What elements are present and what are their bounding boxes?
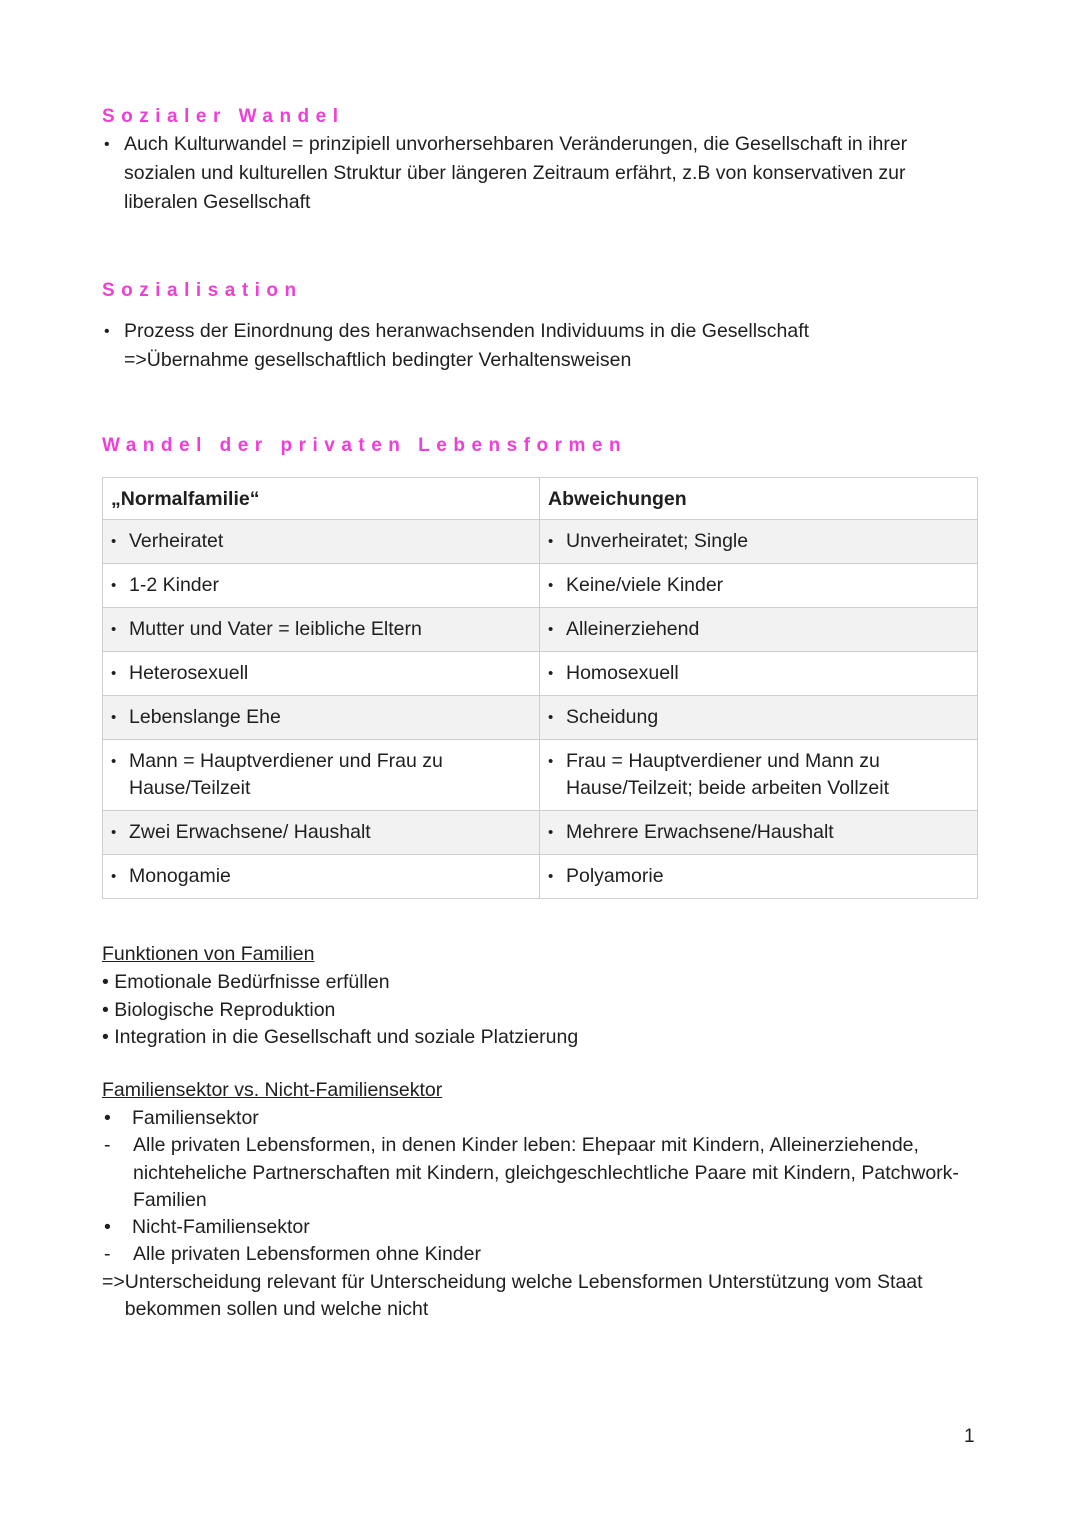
table-cell-text: Mutter und Vater = leibliche Eltern (129, 618, 422, 640)
bullet-icon: • (104, 323, 110, 340)
list-item (104, 317, 984, 375)
table-cell-abweichung (540, 652, 978, 696)
familiensektor-item-1: Familiensektor (132, 1107, 259, 1129)
bullet-icon: • (548, 868, 554, 885)
table-row (103, 652, 978, 696)
bullet-icon: • (548, 709, 554, 726)
bullet-icon: • (111, 709, 117, 726)
familiensektor-item-2: Nicht-Familiensektor (132, 1216, 310, 1239)
list-item: • Integration in die Gesellschaft und soziale Platzierung (102, 1026, 579, 1048)
lebensformen-table (102, 477, 978, 899)
table-row (103, 564, 978, 608)
table-cell-text: Heterosexuell (129, 662, 249, 684)
list-item (102, 1132, 1002, 1214)
sozialer-wandel-text (104, 130, 984, 217)
table-cell-text: Homosexuell (566, 662, 679, 684)
dash-icon: - (104, 1243, 111, 1266)
bullet-icon: • (111, 577, 117, 594)
list-item (102, 1241, 1002, 1268)
bullet-icon: • (111, 824, 117, 841)
heading-wandel-lebensformen: Wandel der privaten Lebensformen (102, 435, 628, 456)
bullet-icon: • (104, 136, 110, 153)
table-cell-abweichung (540, 811, 978, 855)
sozialisation-text (104, 317, 984, 375)
table-row (103, 811, 978, 855)
bullet-icon: • (111, 533, 117, 550)
table-cell-text: Alleinerziehend (566, 618, 700, 640)
bullet-icon: • (104, 1216, 111, 1239)
table-cell-text: Frau = Hauptverdiener und Mann zu Hause/Teilzeit; beide arbeiten Vollzeit (566, 750, 890, 799)
bullet-icon: • (548, 621, 554, 638)
table-row (103, 520, 978, 564)
funktionen-list (102, 969, 982, 1052)
table-cell-abweichung (540, 855, 978, 899)
table-cell-abweichung (540, 520, 978, 564)
list-item (102, 1214, 1002, 1241)
list-item (102, 1105, 1002, 1132)
list-item (104, 130, 984, 217)
table-cell-text: Verheiratet (129, 530, 224, 552)
dash-icon: - (104, 1134, 111, 1157)
sozialisation-line-2: =>Übernahme gesellschaftlich bedingter Verhaltensweisen (124, 349, 632, 371)
table-cell-normalfamilie (103, 740, 540, 811)
table-cell-abweichung (540, 696, 978, 740)
bullet-icon: • (548, 577, 554, 594)
table-cell-normalfamilie (103, 564, 540, 608)
list-item: • Biologische Reproduktion (102, 998, 336, 1021)
table-cell-text: 1-2 Kinder (129, 574, 219, 596)
table-row (103, 855, 978, 899)
bullet-icon: • (104, 1107, 111, 1129)
funktionen-title: Funktionen von Familien (102, 943, 315, 965)
familiensektor-conclusion-text: Unterscheidung relevant für Unterscheidung welche Lebensformen Unterstützung vom Staat bekommen sollen und welche nicht (124, 1270, 923, 1321)
table-cell-abweichung (540, 564, 978, 608)
table-cell-normalfamilie (103, 608, 540, 652)
bullet-icon: • (111, 621, 117, 638)
table-cell-abweichung (540, 608, 978, 652)
page-number: 1 (964, 1426, 975, 1447)
table-cell-abweichung (540, 740, 978, 811)
table-row (103, 696, 978, 740)
sozialer-wandel-bullet: Auch Kulturwandel = prinzipiell unvorhersehbaren Veränderungen, die Gesellschaft in ihrer sozialen und kulturellen Struktur über längeren Zeitraum erfährt, z.B von konservativen zur liberalen Gesellschaft (124, 133, 908, 213)
table-cell-normalfamilie (103, 520, 540, 564)
bullet-icon: • (548, 824, 554, 841)
bullet-icon: • (111, 665, 117, 682)
table-cell-text: Lebenslange Ehe (129, 706, 281, 728)
familiensektor-list (102, 1105, 1002, 1323)
familiensektor-item-2-detail: Alle privaten Lebensformen ohne Kinder (133, 1243, 481, 1266)
table-cell-text: Mann = Hauptverdiener und Frau zu Hause/Teilzeit (129, 750, 443, 799)
table-header-abweichungen: Abweichungen (540, 478, 978, 520)
table-cell-text: Zwei Erwachsene/ Haushalt (129, 821, 371, 843)
table-cell-normalfamilie (103, 652, 540, 696)
heading-sozialer-wandel: Sozialer Wandel (102, 106, 345, 127)
sozialisation-line-1: Prozess der Einordnung des heranwachsenden Individuums in die Gesellschaft (124, 320, 810, 342)
table-cell-normalfamilie (103, 811, 540, 855)
bullet-icon: • (548, 665, 554, 682)
table-row (103, 740, 978, 811)
familiensektor-item-1-detail: Alle privaten Lebensformen, in denen Kinder leben: Ehepaar mit Kindern, Alleinerziehende, nichteheliche Partnerschaften mit Kindern, gleichgeschlechtliche Paare mit Kindern, Patchwork-Familien (133, 1134, 959, 1211)
table-cell-normalfamilie (103, 855, 540, 899)
list-item: • Emotionale Bedürfnisse erfüllen (102, 971, 390, 993)
bullet-icon: • (111, 868, 117, 885)
bullet-icon: • (548, 533, 554, 550)
table-cell-text: Scheidung (566, 706, 659, 728)
table-header-row (103, 478, 978, 520)
table-cell-text: Keine/viele Kinder (566, 574, 724, 596)
table-cell-text: Monogamie (129, 865, 231, 887)
familiensektor-title: Familiensektor vs. Nicht-Familiensektor (102, 1079, 443, 1101)
table-cell-text: Polyamorie (566, 865, 664, 887)
arrow-prefix: => (102, 1270, 125, 1293)
familiensektor-conclusion (102, 1269, 1002, 1324)
heading-sozialisation: Sozialisation (102, 280, 303, 301)
table-cell-text: Unverheiratet; Single (566, 530, 749, 552)
bullet-icon: • (548, 753, 554, 770)
table-cell-normalfamilie (103, 696, 540, 740)
table-row (103, 608, 978, 652)
table-cell-text: Mehrere Erwachsene/Haushalt (566, 821, 834, 843)
bullet-icon: • (111, 753, 117, 770)
table-header-normalfamilie: „Normalfamilie“ (103, 478, 540, 520)
